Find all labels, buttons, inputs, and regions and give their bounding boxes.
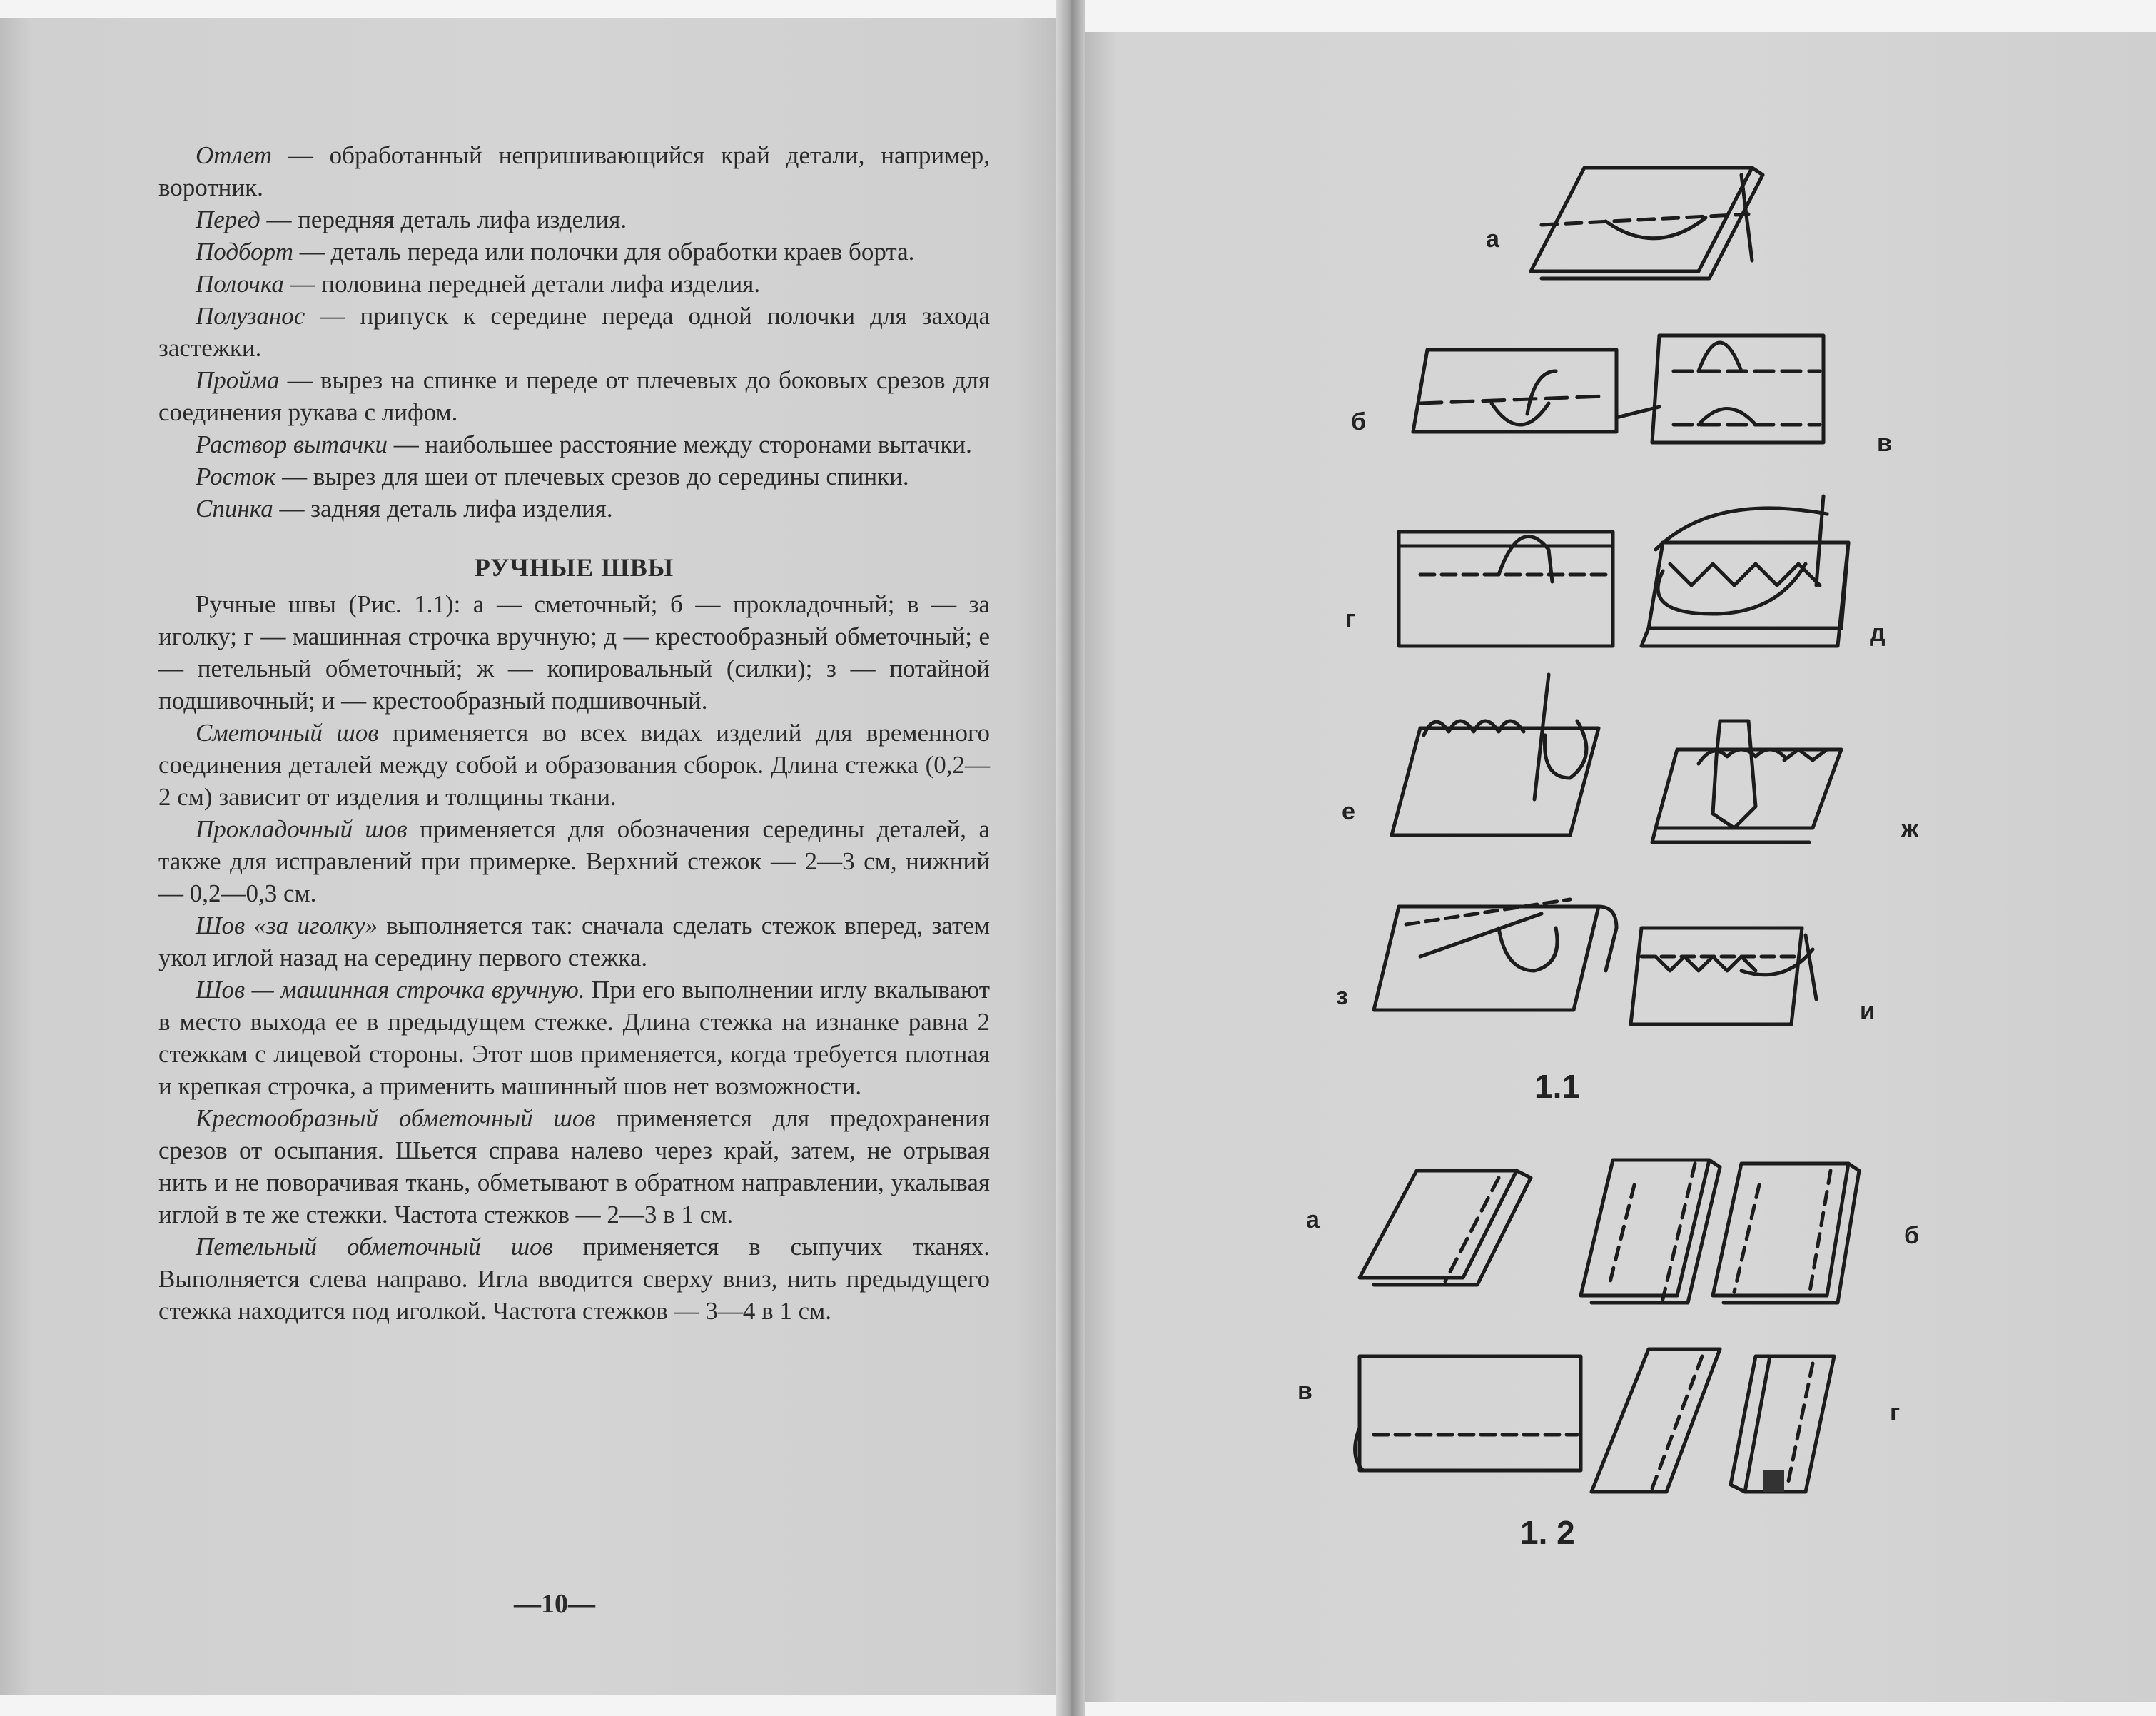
- definition: применяется для обозначения середины деталей, а также для исправлений при примерке. Верхний стежок — 2—3 см, нижний — 0,2—0,3 см.: [158, 815, 990, 907]
- term: Раствор вытачки: [196, 430, 388, 458]
- term: Подборт: [196, 238, 293, 266]
- definition: применяется в сыпучих тканях. Выполняется слева направо. Игла вводится сверху вниз, нить предыдущего стежка находится под иголкой. Частота стежков — 3—4 в 1 см.: [158, 1233, 990, 1325]
- fig-1-2-b2: [1713, 1164, 1859, 1303]
- fig-1-1-i: [1631, 928, 1816, 1024]
- fig-1-2-v: [1355, 1356, 1581, 1470]
- fig-1-1-a: [1531, 168, 1763, 278]
- term: Пройма: [196, 366, 280, 394]
- fig2-label-a: а: [1306, 1206, 1320, 1233]
- fig1-label-g: г: [1345, 605, 1356, 632]
- definition: Ручные швы (Рис. 1.1): а — сметочный; б — прокладочный; в — за иголку; г — машинная строчка вручную; д — крестообразный обметочный; е — петельный обметочный; ж — копировальный (силки); з — потайной подшивочный; и — крестообразный подшивочный.: [158, 590, 990, 715]
- fig1-caption: 1.1: [1534, 1068, 1580, 1105]
- term: Сметочный шов: [196, 719, 379, 747]
- fig2-label-v: в: [1297, 1378, 1312, 1405]
- definition: — наибольшее расстояние между сторонами вытачки.: [388, 430, 972, 458]
- fig1-label-z: з: [1336, 983, 1348, 1010]
- fig-1-2-g1: [1591, 1349, 1720, 1492]
- definition: — половина передней детали лифа изделия.: [283, 270, 761, 298]
- fig-1-1-zh: [1652, 721, 1841, 842]
- page-number: —10—: [514, 1589, 595, 1619]
- term: Шов «за иголку»: [196, 912, 378, 939]
- fig2-label-g: г: [1890, 1399, 1901, 1426]
- fig-1-1-z: [1374, 899, 1616, 1010]
- term: Прокладочный шов: [196, 815, 408, 843]
- fig-1-1-d: [1641, 496, 1848, 646]
- fig-1-2-g2: [1731, 1356, 1834, 1492]
- fig2-label-b: б: [1904, 1222, 1920, 1249]
- definition: — передняя деталь лифа изделия.: [260, 206, 627, 233]
- definition: — вырез на спинке и переде от плечевых до боковых срезов для соединения рукава с лифом.: [158, 366, 990, 426]
- section-heading: РУЧНЫЕ ШВЫ: [474, 553, 674, 582]
- definition: выполняется так: сначала сделать стежок вперед, затем укол иглой назад на середину первого стежка.: [158, 912, 990, 971]
- definition: При его выполнении иглу вкалывают в место выхода ее в предыдущем стежке. Длина стежка на изнанке равна 2 стежкам с лицевой стороны. Этот шов применяется, когда требуется плотная и крепкая строчка, а применить машинный шов нет возможности.: [158, 976, 990, 1100]
- term: Шов — машинная строчка вручную.: [196, 976, 585, 1004]
- definition: — деталь переда или полочки для обработки краев борта.: [293, 238, 915, 266]
- fig-1-2-a: [1360, 1171, 1531, 1285]
- term: Отлет: [196, 141, 273, 169]
- fig1-label-e: е: [1342, 798, 1355, 825]
- fig-1-1-b: [1413, 350, 1616, 432]
- fig-1-1-v: [1616, 335, 1823, 443]
- fig1-label-i: и: [1860, 998, 1875, 1025]
- fig-1-1-e: [1392, 675, 1599, 835]
- fig1-label-zh: ж: [1901, 815, 1919, 842]
- fig1-label-a: а: [1486, 226, 1499, 253]
- fig2-caption: 1. 2: [1520, 1514, 1575, 1551]
- fig-1-1-g: [1399, 532, 1613, 646]
- definition: — обработанный непришивающийся край детали, например, воротник.: [158, 141, 990, 201]
- term: Перед: [196, 206, 260, 233]
- term: Крестообразный обметочный шов: [196, 1104, 596, 1132]
- definition: применяется во всех видах изделий для временного соединения деталей между собой и образования сборок. Длина стежка (0,2—2 см) зависит от изделия и толщины ткани.: [158, 719, 990, 811]
- definition: — припуск к середине переда одной полочки для захода застежки.: [158, 302, 990, 362]
- term: Спинка: [196, 495, 273, 523]
- definition: — задняя деталь лифа изделия.: [273, 495, 613, 523]
- term: Полузанос: [196, 302, 305, 330]
- fig-1-2-b1: [1581, 1160, 1720, 1303]
- term: Росток: [196, 463, 276, 490]
- fig1-label-d: д: [1870, 620, 1886, 647]
- fig1-label-b: б: [1351, 408, 1367, 435]
- term: Полочка: [196, 270, 284, 298]
- term: Петельный обметочный шов: [196, 1233, 553, 1261]
- definition: — вырез для шеи от плечевых срезов до середины спинки.: [275, 463, 909, 490]
- fig1-label-v: в: [1877, 430, 1892, 457]
- definition: применяется для предохранения срезов от осыпания. Шьется справа налево через край, затем, не отрывая нить и не поворачивая ткань, обметывают в обратном направлении, укалывая иглой в те же стежки. Частота стежков — 2—3 в 1 см.: [158, 1104, 990, 1228]
